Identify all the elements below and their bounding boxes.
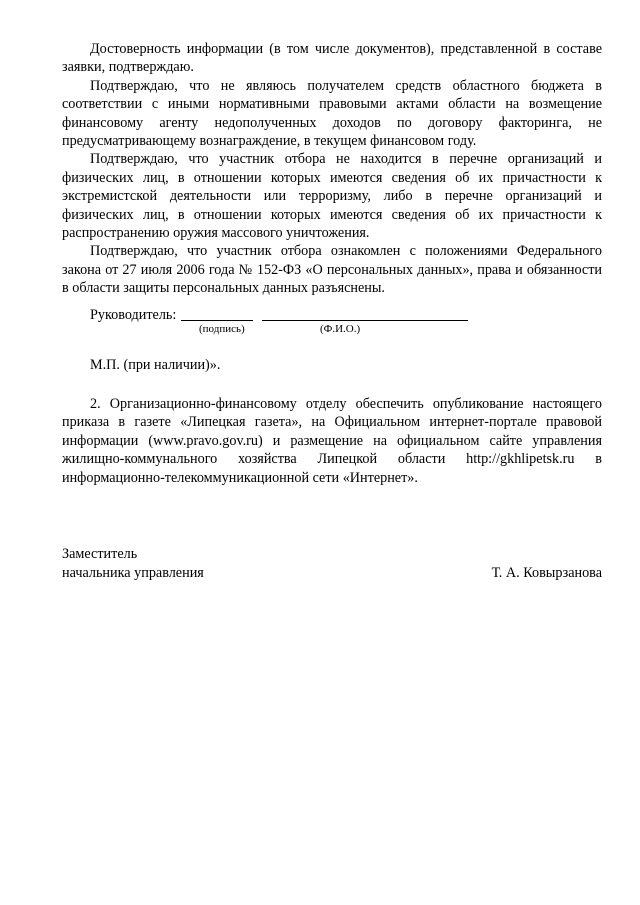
paragraph-not-in-list: Подтверждаю, что участник отбора не находится в перечне организаций и физических лиц, в отношении которых имеются сведения об их причастности к экстремистской деятельности или терроризму, либо в перечне организаций и физических лиц, в отношении которых имеются сведения об их причастности к распространению оружия массового уничтожения. [62, 151, 602, 242]
paragraph-reliability: Достоверность информации (в том числе документов), представленной в составе заявки, подтверждаю. [62, 41, 602, 76]
signature-caption: (подпись) [199, 323, 245, 335]
paragraph-item-2: 2. Организационно-финансовому отделу обеспечить опубликование настоящего приказа в газете «Липецкая газета», на Официальном интернет-портале правовой информации (www.pravo.gov.ru) и размещение на официальном сайте управления жилищно-коммунального хозяйства Липецкой области http://gkhlipetsk.ru в информационно-телекоммуникационной сети «Интернет». [62, 396, 602, 486]
item-2-section [62, 395, 602, 487]
name-line [262, 320, 468, 321]
confirmation-section [62, 40, 602, 298]
paragraph-personal-data: Подтверждаю, что участник отбора ознакомлен с положениями Федерального закона от 27 июля 2006 года № 152-ФЗ «О персональных данных», права и обязанности в области защиты персональных данных разъяснены. [62, 243, 602, 297]
stamp-note: М.П. (при наличии)». [90, 357, 221, 373]
signer-title-line2: начальника управления [62, 565, 204, 581]
signer-name: Т. А. Ковырзанова [491, 565, 602, 581]
signature-label: Руководитель: [90, 307, 177, 323]
name-caption: (Ф.И.О.) [320, 323, 361, 335]
signer-title-line1: Заместитель [62, 546, 138, 562]
signature-line [181, 320, 253, 321]
paragraph-not-recipient: Подтверждаю, что не являюсь получателем средств областного бюджета в соответствии с иными нормативными правовыми актами области на возмещение финансовому агенту недополученных доходов по договору факторинга, не предусматривающему вознаграждение, в текущем финансовом году. [62, 77, 602, 150]
